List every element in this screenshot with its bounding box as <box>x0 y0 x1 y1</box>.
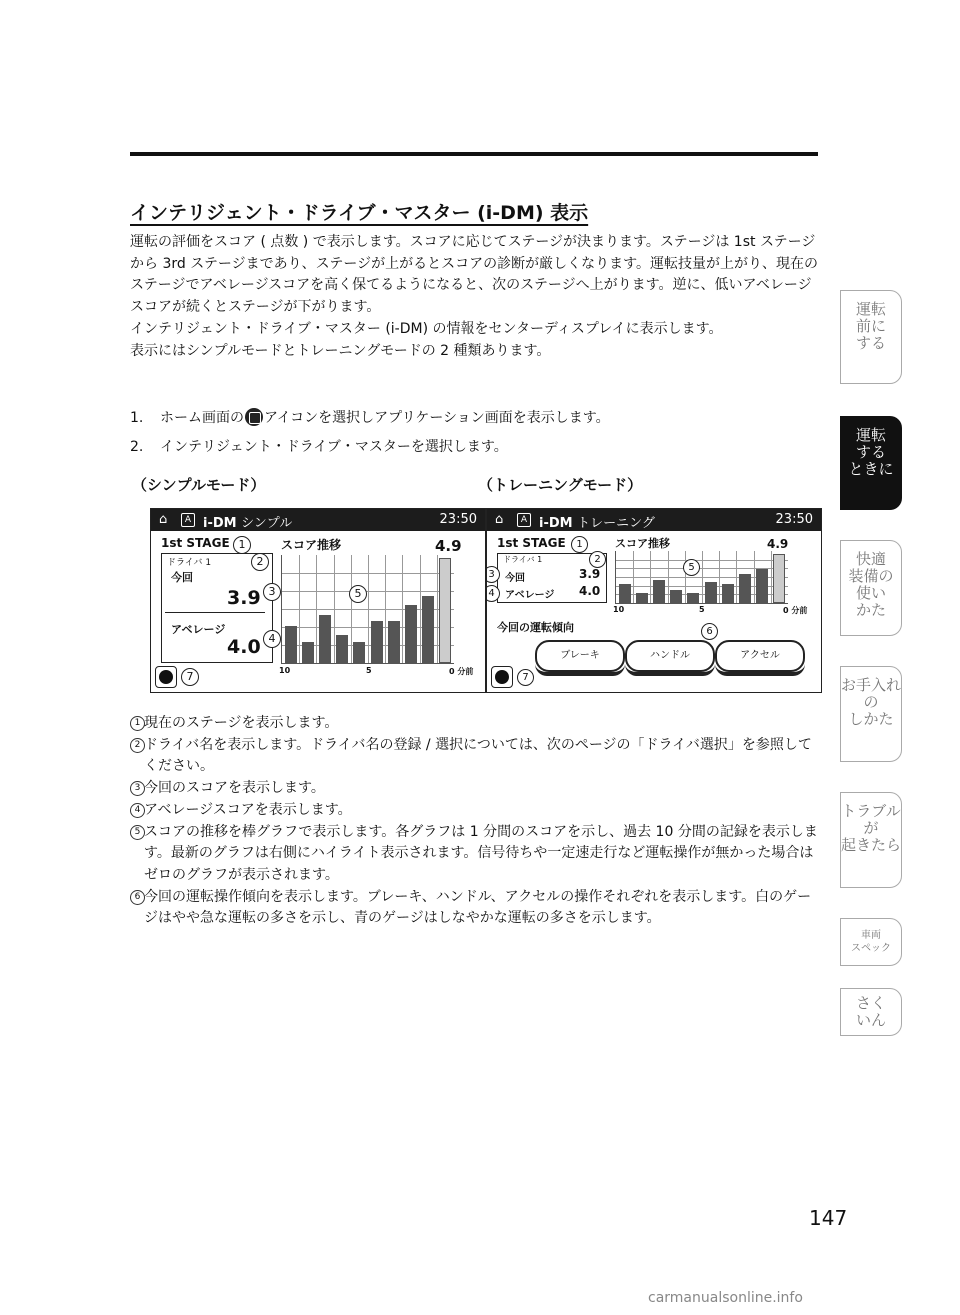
callout-2: 2 <box>589 551 606 568</box>
graph-bar <box>319 615 331 663</box>
simple-mode-caption: （シンプルモード） <box>132 476 266 494</box>
app-icon: A <box>517 513 531 527</box>
training-mode-screen <box>486 508 822 693</box>
tab-specifications[interactable]: 車両 スペック <box>840 918 902 966</box>
callout-2: 2 <box>251 553 269 571</box>
legend-text: 今回の運転操作傾向を表示します。ブレーキ、ハンドル、アクセルの操作それぞれを表示します。白のゲージはやや急な運転の多さを示し、青のゲージはしなやかな運転の多さを示します。 <box>144 888 812 927</box>
grid-line <box>719 551 720 603</box>
training-mode-caption: （トレーニングモード） <box>478 476 643 494</box>
legend-item <box>130 887 820 930</box>
graph-bar <box>670 590 682 603</box>
menu-button[interactable] <box>491 666 513 688</box>
graph-bar <box>722 584 734 603</box>
grid-line <box>299 555 300 663</box>
legend-text: 現在のステージを表示します。 <box>144 715 339 731</box>
callout-4: 4 <box>263 630 281 648</box>
legend-item <box>130 800 820 822</box>
callout-1: 1 <box>571 536 588 553</box>
graph-bar <box>439 558 451 663</box>
graph-title: スコア推移 <box>281 538 342 552</box>
accelerator-gauge: アクセル <box>715 640 805 672</box>
x-tick: 10 <box>279 666 291 675</box>
step-text <box>160 408 610 429</box>
legend-item <box>130 735 820 778</box>
home-icon[interactable]: ⌂ <box>159 512 168 527</box>
current-score: 3.9 <box>227 587 261 609</box>
grid-line <box>334 555 335 663</box>
screen-header <box>151 509 485 531</box>
legend-text: 今回のスコアを表示します。 <box>144 780 325 797</box>
grid-line <box>402 555 403 663</box>
app-icon: A <box>181 513 195 527</box>
tab-comfort-equipment[interactable]: 快適 装備の 使い かた <box>840 540 902 636</box>
legend-text: スコアの推移を棒グラフで表示します。各グラフは 1 分間のスコアを示し、過去 10 分間の記録を表示します。最新のグラフは右側にハイライト表示されます。信号待ちや一定速走行など運転操作が無かった場合はゼロのグラフが表示されます。 <box>144 823 818 883</box>
top-rule <box>130 152 818 156</box>
intro-paragraph: インテリジェント・ドライブ・マスター (i-DM) の情報をセンターディスプレイに表示します。 <box>130 320 723 337</box>
graph-bar <box>285 626 297 664</box>
grid-line <box>316 555 317 663</box>
graph-bar <box>302 642 314 663</box>
callout-3: 3 <box>486 566 500 583</box>
average-score: 4.0 <box>227 636 261 658</box>
graph-bar <box>653 580 665 603</box>
graph-bar <box>773 554 785 603</box>
tab-maintenance[interactable]: お手入れ の しかた <box>840 666 902 762</box>
legend-mark: 1 <box>130 716 145 731</box>
legend-text: アベレージスコアを表示します。 <box>144 801 352 818</box>
step-list <box>130 408 820 466</box>
screen-header <box>487 509 821 531</box>
grid-line <box>685 551 686 603</box>
legend-mark: 4 <box>130 803 145 818</box>
average-label: アベレージ <box>505 590 555 601</box>
score-graph <box>615 551 788 604</box>
callout-5: 5 <box>349 585 367 603</box>
grid-line <box>771 551 772 603</box>
graph-bar <box>756 569 768 603</box>
legend-mark: 5 <box>130 825 145 840</box>
legend-item <box>130 778 820 800</box>
callout-1: 1 <box>233 536 251 554</box>
grid-line <box>754 551 755 603</box>
step-text-before: ホーム画面の <box>160 410 244 426</box>
x-tick: 5 <box>366 666 372 675</box>
graph-bar <box>371 621 383 663</box>
tab-index[interactable]: さく いん <box>840 988 902 1036</box>
menu-button[interactable] <box>155 666 177 688</box>
clock: 23:50 <box>775 512 813 527</box>
grid-line <box>385 555 386 663</box>
callout-6: 6 <box>701 623 718 640</box>
score-graph <box>281 555 454 664</box>
peak-score: 4.9 <box>767 537 789 551</box>
grid-line <box>650 551 651 603</box>
watermark: carmanualsonline.info <box>648 1290 803 1306</box>
tab-while-driving[interactable]: 運転 する ときに <box>840 416 902 510</box>
grid-line <box>437 555 438 663</box>
grid-line <box>668 551 669 603</box>
app-icon <box>245 408 263 426</box>
brake-gauge: ブレーキ <box>535 640 625 672</box>
peak-score: 4.9 <box>435 537 462 555</box>
grid-line <box>702 551 703 603</box>
x-tick: 0 分前 <box>449 667 474 676</box>
stage-label: 1st STAGE <box>161 536 230 550</box>
callout-7: 7 <box>181 668 199 686</box>
step-number: 1. <box>130 410 144 426</box>
stage-label: 1st STAGE <box>497 536 566 550</box>
clock: 23:50 <box>439 512 477 527</box>
step-2 <box>130 437 820 458</box>
legend-item <box>130 822 820 887</box>
average-score: 4.0 <box>579 584 601 598</box>
graph-bar <box>422 596 434 664</box>
graph-title: スコア推移 <box>615 537 670 550</box>
grid-line <box>420 555 421 663</box>
callout-3: 3 <box>263 583 281 601</box>
step-1 <box>130 408 820 429</box>
home-icon[interactable]: ⌂ <box>495 512 504 527</box>
grid-line <box>351 555 352 663</box>
section-heading: インテリジェント・ドライブ・マスター (i-DM) 表示 <box>130 202 589 224</box>
current-label: 今回 <box>171 571 193 584</box>
step-number: 2. <box>130 439 144 455</box>
current-label: 今回 <box>505 573 525 584</box>
driver-name: ドライバ 1 <box>167 558 212 568</box>
intro-paragraph: 運転の評価をスコア ( 点数 ) で表示します。スコアに応じてステージが決まります。ステージは 1st ステージから 3rd ステージまであり、ステージが上がるとスコアの診断が厳しくなります。運転技量が上がり、現在のステージでアベレージスコアを高く保てるようになると、次のステージへ上がります。逆に、低いアベレージスコアが続くとステージが下がります。 <box>130 234 818 316</box>
intro-paragraph: 表示にはシンプルモードとトレーニングモードの 2 種類あります。 <box>130 342 551 359</box>
step-text: インテリジェント・ドライブ・マスターを選択します。 <box>160 439 508 455</box>
grid-line <box>633 551 634 603</box>
current-score: 3.9 <box>579 567 601 581</box>
simple-mode-screen <box>150 508 486 693</box>
legend-item <box>130 713 820 735</box>
graph-bar <box>336 635 348 664</box>
grid-line <box>736 551 737 603</box>
legend-mark: 6 <box>130 890 145 905</box>
x-tick: 10 <box>613 605 625 614</box>
screen-title: i-DM シンプル <box>203 516 293 531</box>
graph-bar <box>388 621 400 663</box>
legend-list <box>130 713 820 930</box>
graph-bar <box>619 584 631 603</box>
screen-title: i-DM トレーニング <box>539 516 655 531</box>
graph-bar <box>739 574 751 603</box>
step-text-after: アイコンを選択しアプリケーション画面を表示します。 <box>264 410 610 426</box>
callout-4: 4 <box>486 585 500 602</box>
average-label: アベレージ <box>171 623 226 636</box>
graph-bar <box>405 605 417 664</box>
callout-7: 7 <box>517 669 534 686</box>
grid-line <box>368 555 369 663</box>
graph-bar <box>636 593 648 603</box>
graph-bar <box>705 582 717 603</box>
legend-mark: 3 <box>130 781 145 796</box>
x-tick: 5 <box>699 605 705 614</box>
steering-gauge: ハンドル <box>625 640 715 672</box>
graph-bar <box>687 593 699 603</box>
panel-divider <box>165 612 265 613</box>
x-tick: 0 分前 <box>783 606 808 615</box>
intro-text <box>130 232 820 362</box>
driver-name: ドライバ 1 <box>503 555 543 564</box>
tab-troubleshooting[interactable]: トラブル が 起きたら <box>840 792 902 888</box>
legend-mark: 2 <box>130 738 145 753</box>
page-number: 147 <box>809 1206 848 1230</box>
callout-5: 5 <box>683 559 700 576</box>
graph-bar <box>353 642 365 663</box>
trend-label: 今回の運転傾向 <box>497 621 574 634</box>
tab-before-driving[interactable]: 運転 前に する <box>840 290 902 384</box>
legend-text: ドライバ名を表示します。ドライバ名の登録 / 選択については、次のページの「ドライバ選択」を参照してください。 <box>144 736 812 775</box>
